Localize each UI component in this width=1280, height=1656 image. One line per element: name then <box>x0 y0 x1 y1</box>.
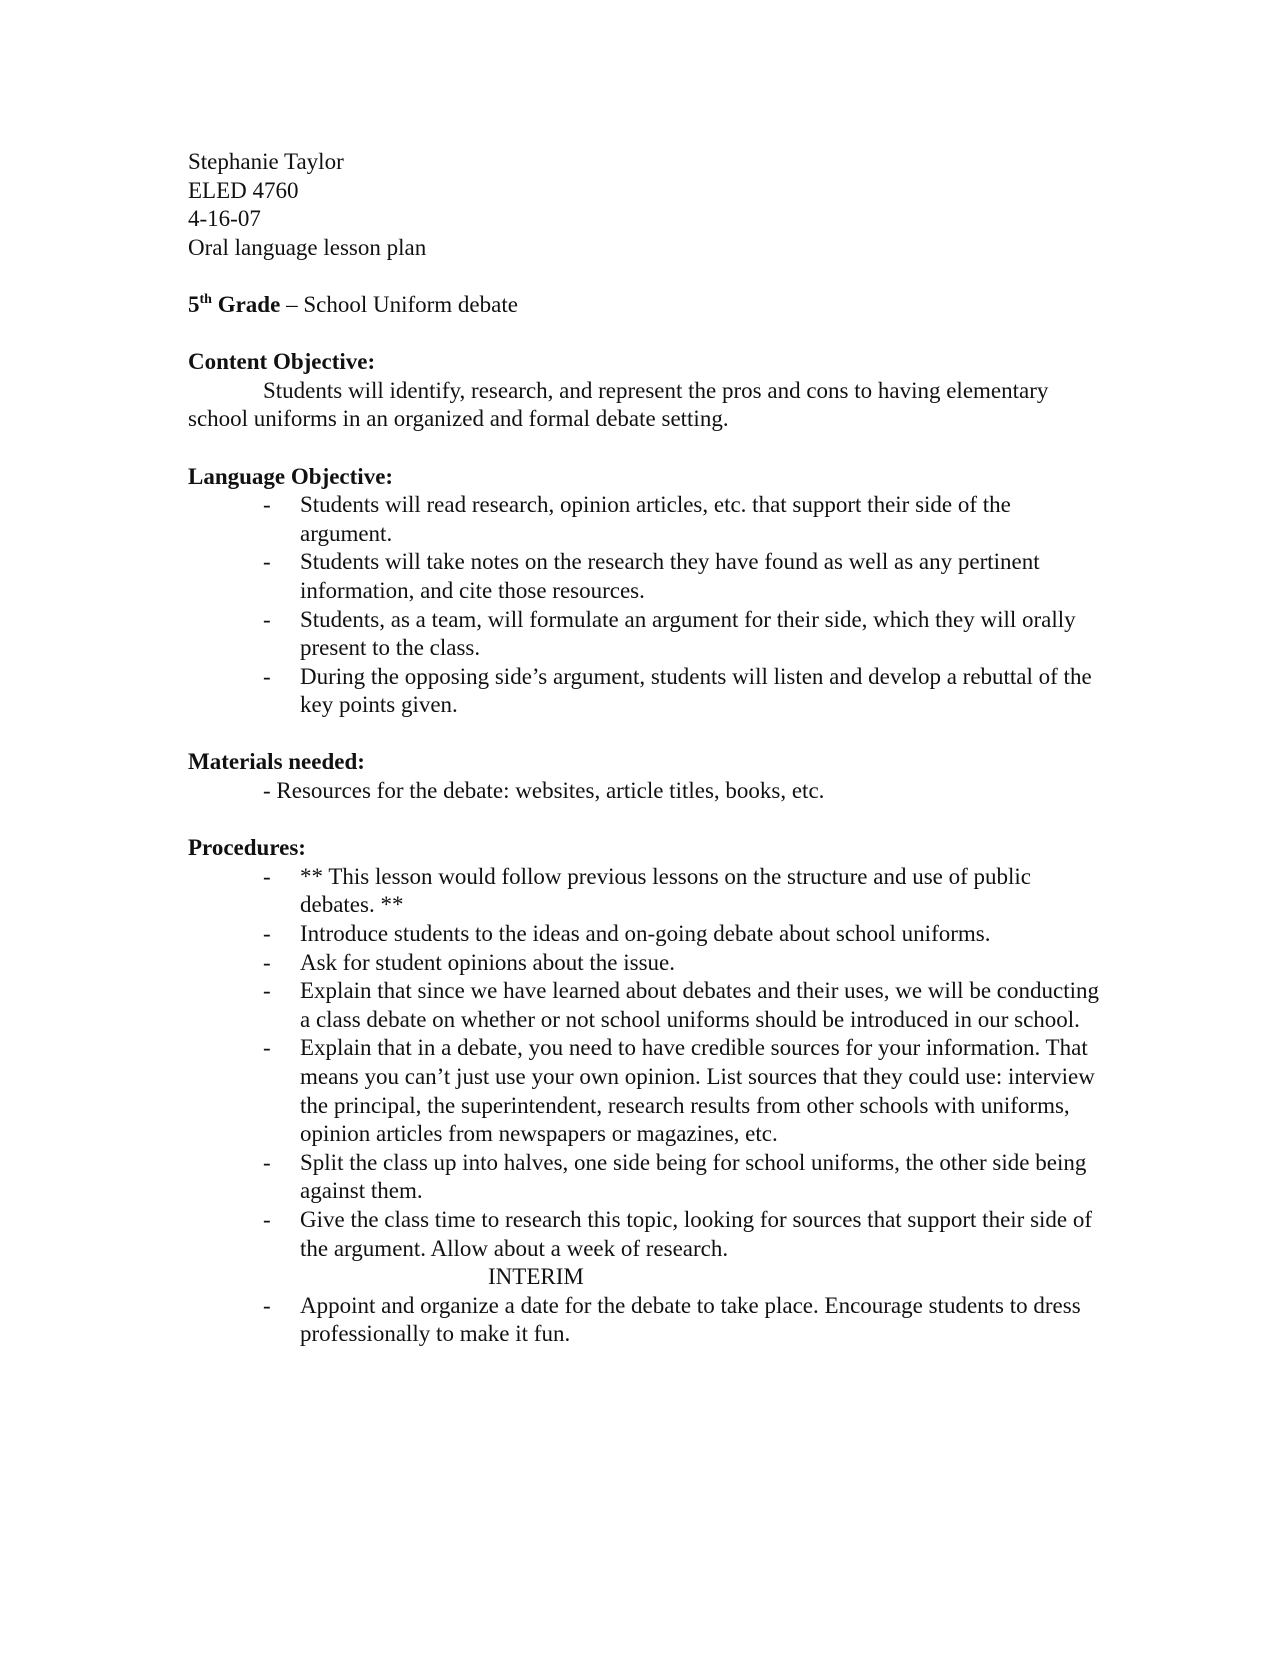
dash-bullet: - <box>263 1149 271 1175</box>
list-item <box>188 491 1108 548</box>
list-item <box>188 663 1108 720</box>
list-item-text: Split the class up into halves, one side being for school uniforms, the other side being against them. <box>300 1149 1087 1204</box>
procedures-list-continued <box>188 1292 1108 1349</box>
content-objective-text: Students will identify, research, and represent the pros and cons to having elementary school uniforms in an organized and formal debate setting. <box>188 377 1049 432</box>
list-item-text: During the opposing side’s argument, students will listen and develop a rebuttal of the key points given. <box>300 663 1092 718</box>
dash-bullet: - <box>263 1035 271 1061</box>
dash-bullet: - <box>263 606 271 632</box>
list-item <box>188 920 1108 949</box>
dash-bullet: - <box>263 549 271 575</box>
language-objective-heading: Language Objective: <box>188 463 394 489</box>
list-item <box>188 1292 1108 1349</box>
spacer <box>188 262 1108 291</box>
materials-heading: Materials needed: <box>188 749 365 775</box>
grade-topic: – School Uniform debate <box>286 291 518 317</box>
list-item <box>188 863 1108 920</box>
list-item-text: Ask for student opinions about the issue. <box>300 949 675 975</box>
document-type: Oral language lesson plan <box>188 234 427 260</box>
grade-line <box>188 291 1108 320</box>
grade-suffix: th <box>199 291 212 307</box>
list-item-text: Explain that in a debate, you need to have credible sources for your information. That means you can’t just use your own opinion. List sources that they could use: interview the principal, the superintendent, research results from other schools with uniforms, opinion articles from newspapers or magazines, etc. <box>300 1035 1095 1147</box>
grade-number: 5 <box>188 291 200 317</box>
list-item-text: Introduce students to the ideas and on-going debate about school uniforms. <box>300 921 991 947</box>
list-item-text: Students, as a team, will formulate an argument for their side, which they will orally present to the class. <box>300 606 1076 661</box>
dash-bullet: - <box>263 1206 271 1232</box>
course-code: ELED 4760 <box>188 177 299 203</box>
dash-bullet: - <box>263 1292 271 1318</box>
author-name: Stephanie Taylor <box>188 149 344 174</box>
spacer <box>188 806 1108 835</box>
list-item <box>188 606 1108 663</box>
list-item-text: Appoint and organize a date for the debate to take place. Encourage students to dress professionally to make it fun. <box>300 1292 1081 1347</box>
language-objective-list <box>188 491 1108 720</box>
list-item-text: Students will read research, opinion articles, etc. that support their side of the argument. <box>300 492 1011 546</box>
list-item-text: Give the class time to research this topic, looking for sources that support their side of the argument. Allow about a week of research. <box>300 1206 1093 1261</box>
list-item <box>188 949 1108 978</box>
content-objective-heading: Content Objective: <box>188 349 376 375</box>
procedures-list <box>188 863 1108 1263</box>
interim-label: INTERIM <box>488 1264 584 1290</box>
dash-bullet: - <box>263 492 271 518</box>
list-item <box>188 1034 1108 1148</box>
spacer <box>188 434 1108 463</box>
procedures-heading: Procedures: <box>188 835 306 861</box>
dash-bullet: - <box>263 921 271 947</box>
document-page <box>188 148 1108 1349</box>
list-item <box>188 1149 1108 1206</box>
grade-word: Grade <box>217 291 281 317</box>
list-item <box>188 977 1108 1034</box>
dash-bullet: - <box>263 949 271 975</box>
list-item-text: Students will take notes on the research they have found as well as any pertinent information, and cite those resources. <box>300 549 1040 603</box>
dash-bullet: - <box>263 663 271 689</box>
materials-item: - Resources for the debate: websites, article titles, books, etc. <box>263 778 825 804</box>
list-item <box>188 1206 1108 1263</box>
list-item-text: ** This lesson would follow previous lessons on the structure and use of public debates. ** <box>300 863 1032 918</box>
document-date: 4-16-07 <box>188 206 261 232</box>
dash-bullet: - <box>263 978 271 1004</box>
spacer <box>188 720 1108 749</box>
list-item <box>188 548 1108 605</box>
list-item-text: Explain that since we have learned about debates and their uses, we will be conducting a class debate on whether or not school uniforms should be introduced in our school. <box>300 978 1099 1032</box>
spacer <box>188 320 1108 349</box>
dash-bullet: - <box>263 863 271 889</box>
